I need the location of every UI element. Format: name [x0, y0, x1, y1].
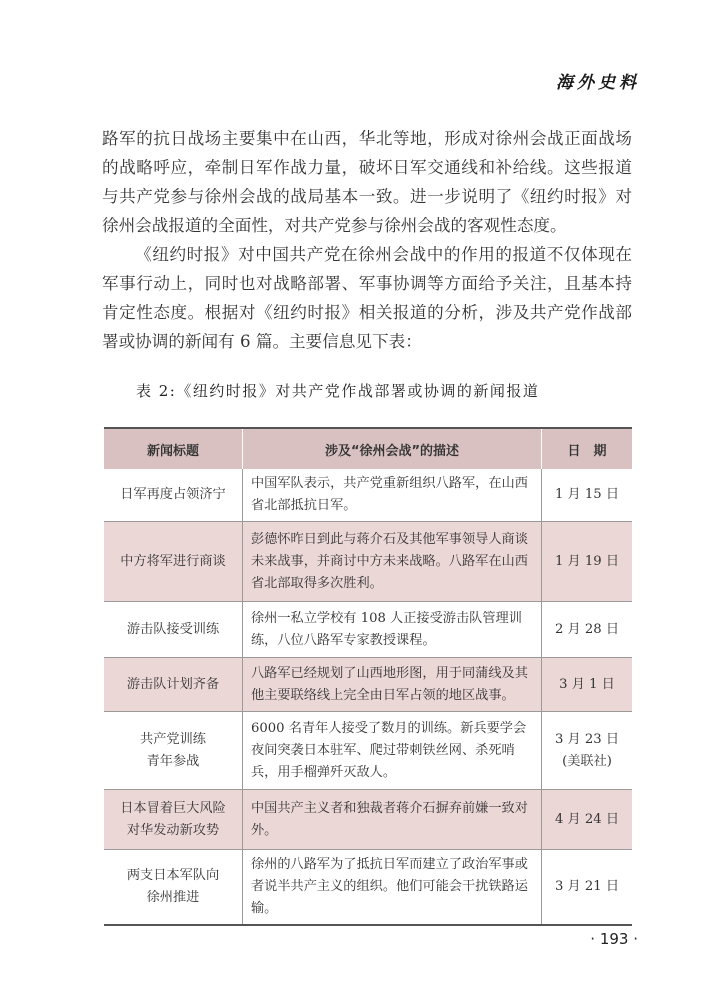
table-row	[104, 712, 632, 790]
row-title	[104, 522, 243, 602]
row-description: 6000 名青年人接受了数月的训练。新兵要学会夜间突袭日本驻军、爬过带刺铁丝网、杀死哨兵，用手榴弹歼灭敌人。	[243, 712, 542, 790]
row-title	[104, 469, 243, 522]
table-row	[104, 658, 632, 712]
row-date	[542, 712, 633, 790]
row-title-line: 青年参战	[146, 753, 200, 769]
row-date	[542, 469, 633, 522]
row-description: 中国共产主义者和独裁者蒋介石摒弃前嫌一致对外。	[243, 790, 542, 850]
row-title	[104, 658, 243, 712]
row-title-line: 中方将军进行商谈	[120, 553, 226, 569]
row-description: 彭德怀昨日到此与蒋介石及其他军事领导人商谈未来战事，并商讨中方未来战略。八路军在山西省北部取得多次胜利。	[243, 522, 542, 602]
row-description: 中国军队表示，共产党重新组织八路军，在山西省北部抵抗日军。	[243, 469, 542, 522]
row-date-line: 3 月 23 日	[554, 731, 620, 747]
table-row	[104, 469, 632, 522]
page-number: · 193 ·	[590, 930, 638, 948]
row-title-line: 游击队计划齐备	[126, 676, 220, 692]
section-header-title: 海外史料	[556, 73, 640, 93]
row-title-line: 徐州推进	[146, 890, 200, 905]
row-title-line: 两支日本军队向	[126, 868, 220, 883]
table-row	[104, 522, 632, 602]
row-description: 徐州的八路军为了抵抗日军而建立了政治军事或者说半共产主义的组织。他们可能会干扰铁路运输。	[243, 850, 542, 926]
row-date	[542, 522, 633, 602]
news-table	[104, 427, 632, 926]
row-date-line: 4 月 24 日	[554, 811, 620, 827]
row-date-line: 3 月 21 日	[554, 879, 620, 894]
row-title	[104, 712, 243, 790]
row-title-line: 共产党训练	[140, 731, 206, 747]
table-header-row	[104, 428, 632, 469]
row-date	[542, 850, 633, 926]
table-row	[104, 602, 632, 658]
row-title-line: 日本冒着巨大风险	[120, 800, 226, 816]
row-title-line: 对华发动新攻势	[126, 822, 220, 838]
row-description: 徐州一私立学校有 108 人正接受游击队管理训练，八位八路军专家教授课程。	[243, 602, 542, 658]
paragraph-1: 路军的抗日战场主要集中在山西，华北等地，形成对徐州会战正面战场的战略呼应，牵制日军作战力量，破坏日军交通线和补给线。这些报道与共产党参与徐州会战的战局基本一致。进一步说明了《纽约时报》对徐州会战报道的全面性，对共产党参与徐州会战的客观性态度。	[102, 129, 632, 235]
row-date	[542, 602, 633, 658]
paragraph-2: 《纽约时报》对中国共产党在徐州会战中的作用的报道不仅体现在军事行动上，同时也对战略部署、军事协调等方面给予关注，且基本持肯定性态度。根据对《纽约时报》相关报道的分析，涉及共产党作战部署或协调的新闻有 6 篇。主要信息见下表：	[102, 245, 632, 351]
row-description: 八路军已经规划了山西地形图，用于同蒲线及其他主要联络线上完全由日军占领的地区战事。	[243, 658, 542, 712]
row-date-line: 3 月 1 日	[559, 676, 615, 692]
row-title-line: 日军再度占领济宁	[120, 487, 226, 502]
row-date-line: (美联社)	[562, 753, 612, 769]
table-row	[104, 790, 632, 850]
row-date-line: 2 月 28 日	[554, 621, 620, 637]
row-date-line: 1 月 15 日	[554, 487, 620, 502]
row-title-line: 游击队接受训练	[126, 621, 220, 637]
header-date: 日 期	[542, 428, 633, 469]
header-description: 涉及“徐州会战”的描述	[243, 428, 542, 469]
row-date	[542, 790, 633, 850]
header-news-title: 新闻标题	[104, 428, 243, 469]
table-row	[104, 850, 632, 926]
row-date-line: 1 月 19 日	[554, 553, 620, 569]
row-title	[104, 602, 243, 658]
table-caption: 表 2:《纽约时报》对共产党作战部署或协调的新闻报道	[136, 382, 540, 400]
body-text	[102, 124, 632, 356]
row-title	[104, 790, 243, 850]
row-date	[542, 658, 633, 712]
row-title	[104, 850, 243, 926]
